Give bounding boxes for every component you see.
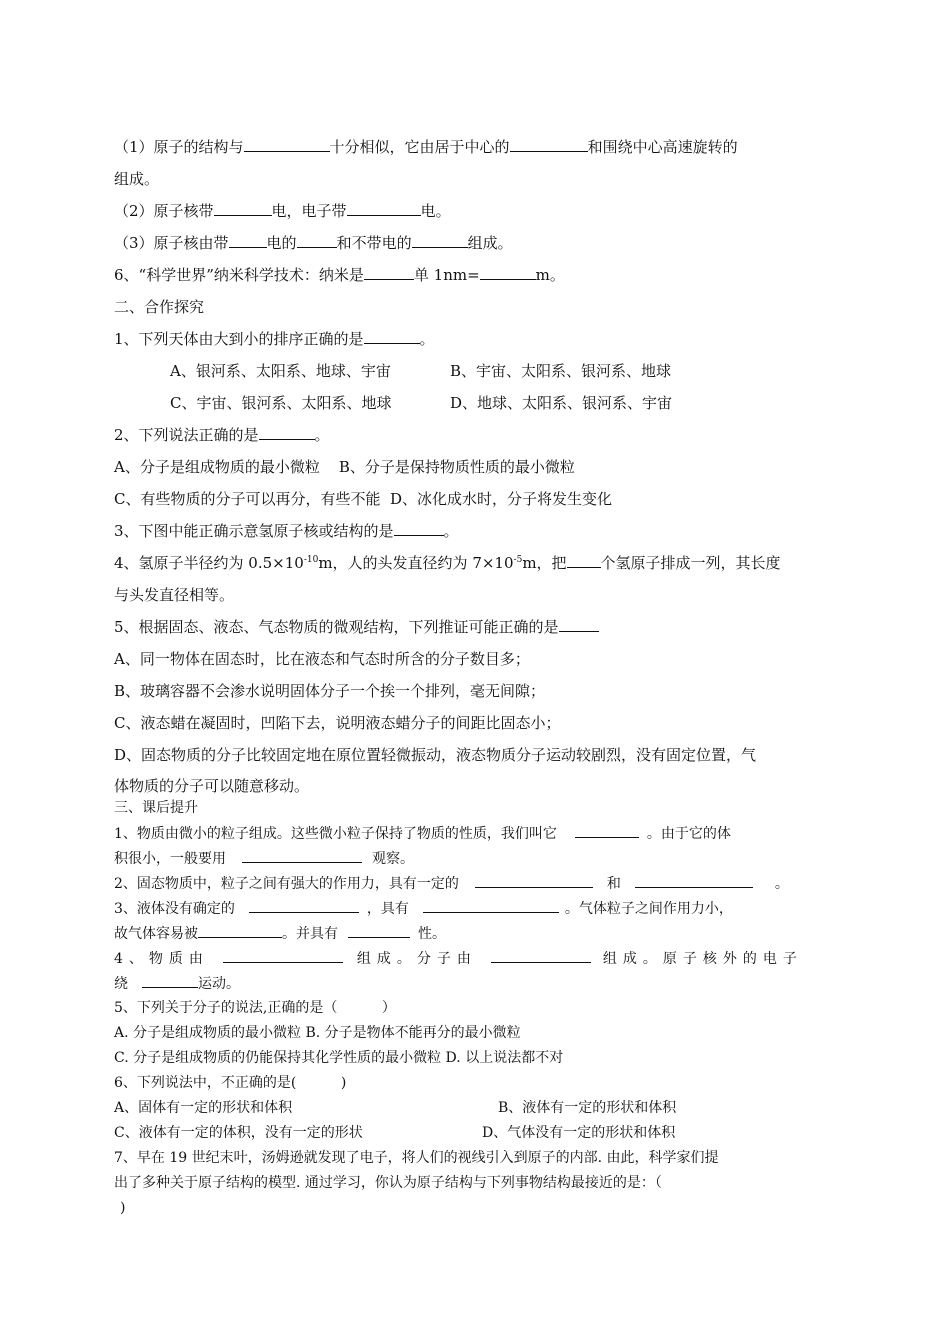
s2-q3	[114, 521, 459, 541]
s3-q2	[114, 873, 789, 894]
text: 电，电子带	[271, 202, 347, 220]
s2-q5	[114, 617, 599, 637]
answer-blank[interactable]	[480, 265, 536, 280]
text: 4、物质由	[114, 951, 209, 967]
s2-q2-options-cd: C、有些物质的分子可以再分，有些不能 D、冰化成水时，分子将发生变化	[114, 490, 613, 508]
s3-q5-options-cd: C. 分子是组成物质的仍能保持其化学性质的最小微粒 D. 以上说法都不对	[114, 1050, 564, 1066]
s3-q6-option-a: A、固体有一定的形状和体积	[114, 1100, 293, 1116]
text: 和	[606, 876, 621, 892]
text: 。	[774, 876, 789, 892]
text: 。	[314, 426, 330, 444]
answer-blank[interactable]	[394, 521, 444, 536]
section-heading-after-class: 三、课后提升	[114, 800, 198, 816]
answer-blank[interactable]	[214, 201, 272, 216]
answer-blank[interactable]	[348, 923, 410, 938]
s3-q3-line1	[114, 898, 733, 919]
text: 3、下图中能正确示意氢原子核或结构的是	[114, 522, 394, 540]
s2-q2	[114, 425, 330, 445]
text: 性。	[418, 926, 446, 942]
text: 电的	[266, 234, 297, 252]
text: 个氢原子排成一列，其长度	[600, 554, 781, 572]
s3-q7-line1: 7、早在 19 世纪末叶，汤姆逊就发现了电子，将人们的视线引入到原子的内部. 由此，科学家们提	[114, 1150, 719, 1166]
text: 2、固态物质中，粒子之间有强大的作用力，具有一定的	[114, 876, 459, 892]
s3-q7-line2: 出了多种关于原子结构的模型. 通过学习，你认为原子结构与下列事物结构最接近的是：（	[114, 1175, 662, 1191]
section-heading-cooperative-inquiry: 二、合作探究	[114, 298, 205, 316]
text: 积很小，一般要用	[114, 851, 226, 867]
s2-q5-option-a: A、同一物体在固态时，比在液态和气态时所含的分子数目多；	[114, 650, 530, 668]
text: 。	[419, 330, 435, 348]
s3-q6-option-d: D、气体没有一定的形状和体积	[482, 1125, 676, 1141]
answer-blank[interactable]	[567, 553, 601, 568]
answer-blank[interactable]	[242, 848, 362, 863]
text: 故气体容易被	[114, 926, 198, 942]
s3-q5-options-ab: A. 分子是组成物质的最小微粒 B. 分子是物体不能再分的最小微粒	[114, 1025, 521, 1041]
text: m，人的头发直径约为 7×10	[318, 554, 514, 572]
answer-blank[interactable]	[297, 233, 337, 248]
answer-blank[interactable]	[635, 873, 753, 888]
s1-q1-line1	[114, 137, 738, 157]
text: 。由于它的体	[646, 826, 731, 842]
s1-q2	[114, 201, 451, 221]
text: 2、下列说法正确的是	[114, 426, 259, 444]
text: 运动。	[198, 976, 240, 992]
answer-blank[interactable]	[412, 233, 468, 248]
s2-q5-option-d-line2: 体物质的分子可以随意移动。	[114, 777, 310, 795]
text: 。并具有	[282, 926, 338, 942]
s3-q1-line2	[114, 848, 414, 869]
text: 1、下列天体由大到小的排序正确的是	[114, 330, 364, 348]
s2-q1-option-c: C、宇宙、银河系、太阳系、地球	[170, 394, 392, 412]
s2-q1-option-a: A、银河系、太阳系、地球、宇宙	[170, 362, 391, 380]
text: m，把	[522, 554, 567, 572]
s2-q1-option-d: D、地球、太阳系、银河系、宇宙	[450, 394, 673, 412]
text: 1、物质由微小的粒子组成。这些微小粒子保持了物质的性质，我们叫它	[114, 826, 557, 842]
s2-q2-options-ab: A、分子是组成物质的最小微粒 B、分子是保持物质性质的最小微粒	[114, 458, 575, 476]
text: 观察。	[372, 851, 414, 867]
text: m。	[535, 266, 565, 284]
text: 6、“科学世界”纳米科学技术：纳米是	[114, 266, 364, 284]
text: 4、氢原子半径约为 0.5×10	[114, 554, 304, 572]
answer-blank[interactable]	[142, 973, 198, 988]
answer-blank[interactable]	[423, 898, 559, 913]
s2-q5-option-d-line1: D、固态物质的分子比较固定地在原位置轻微振动，液态物质分子运动较剧烈，没有固定位置，气	[114, 746, 757, 764]
answer-blank[interactable]	[244, 137, 330, 152]
answer-blank[interactable]	[259, 425, 315, 440]
text: 和不带电的	[336, 234, 412, 252]
answer-blank[interactable]	[229, 233, 267, 248]
answer-blank[interactable]	[364, 265, 414, 280]
text: 电。	[420, 202, 451, 220]
text: （2）原子核带	[114, 202, 214, 220]
s3-q4-line1	[114, 948, 803, 969]
s2-q1-option-b: B、宇宙、太阳系、银河系、地球	[450, 362, 672, 380]
s2-q5-option-c: C、液态蜡在凝固时，凹陷下去，说明液态蜡分子的间距比固态小；	[114, 714, 561, 732]
text: 和围绕中心高速旋转的	[587, 138, 738, 156]
text: 5、根据固态、液态、气态物质的微观结构，下列推证可能正确的是	[114, 618, 559, 636]
exponent: -10	[303, 555, 319, 565]
answer-blank[interactable]	[491, 948, 591, 963]
text: 组成。	[467, 234, 513, 252]
text: 绕	[114, 976, 128, 992]
answer-blank[interactable]	[475, 873, 593, 888]
text: 组成。分子由	[356, 951, 477, 967]
text: 。	[443, 522, 459, 540]
answer-blank[interactable]	[364, 329, 420, 344]
s2-q4-line2: 与头发直径相等。	[114, 586, 235, 604]
answer-blank[interactable]	[575, 823, 639, 838]
answer-blank[interactable]	[198, 923, 282, 938]
s3-q5: 5、下列关于分子的说法,正确的是（ ）	[114, 1000, 396, 1016]
s3-q6-option-c: C、液体有一定的体积，没有一定的形状	[114, 1125, 363, 1141]
s3-q6: 6、下列说法中，不正确的是( )	[114, 1075, 347, 1091]
s2-q1	[114, 329, 435, 349]
text: （3）原子核由带	[114, 234, 229, 252]
s1-q1-line2: 组成。	[114, 170, 160, 188]
text: 。气体粒子之间作用力小，	[564, 901, 733, 917]
text: ，具有	[366, 901, 409, 917]
exponent: -5	[513, 555, 523, 565]
answer-blank[interactable]	[510, 137, 588, 152]
s1-q3	[114, 233, 513, 253]
s3-q4-line2	[114, 973, 240, 994]
s3-q6-option-b: B、液体有一定的形状和体积	[498, 1100, 677, 1116]
answer-blank[interactable]	[347, 201, 421, 216]
answer-blank[interactable]	[249, 898, 359, 913]
s1-q6	[114, 265, 565, 285]
text: 组成。原子核外的电子	[602, 951, 803, 967]
answer-blank[interactable]	[559, 617, 599, 632]
s3-q1-line1	[114, 823, 731, 844]
s3-q3-line2	[114, 923, 446, 944]
s3-q7-line3: )	[120, 1200, 126, 1216]
s2-q5-option-b: B、玻璃容器不会渗水说明固体分子一个挨一个排列，毫无间隙；	[114, 682, 546, 700]
s2-q4-line1	[114, 553, 781, 573]
text: （1）原子的结构与	[114, 138, 244, 156]
text: 3、液体没有确定的	[114, 901, 235, 917]
text: 十分相似，它由居于中心的	[329, 138, 510, 156]
text: 单 1nm=	[413, 266, 480, 284]
answer-blank[interactable]	[223, 948, 343, 963]
